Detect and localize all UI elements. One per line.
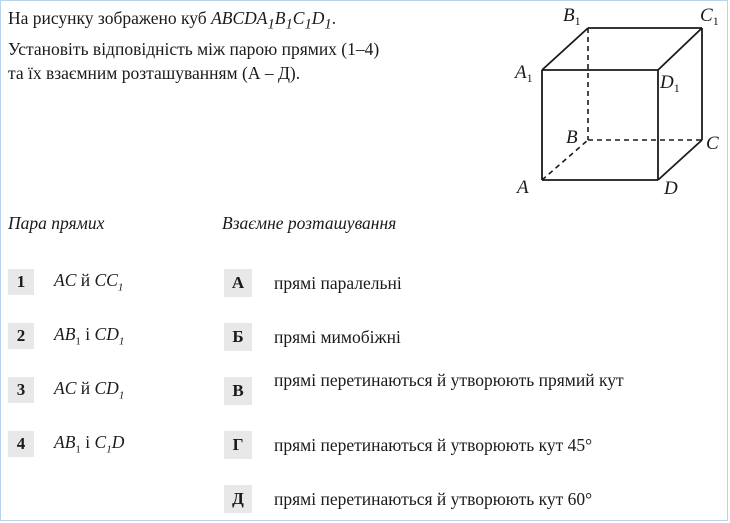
pair-text-1: AC й $CC_1$ <box>54 270 124 294</box>
pair-text-2: $AB_1$ і $CD_1$ <box>54 324 125 348</box>
relation-letter-g: Г <box>224 431 252 459</box>
label-b: B <box>566 127 578 148</box>
label-c1: $C_1$ <box>700 5 719 28</box>
edge-c1d1 <box>658 28 702 70</box>
hidden-edge-ab <box>542 140 588 180</box>
pair-text-4: $AB_1$ і $C_1D$ <box>54 432 125 456</box>
label-d: D <box>664 178 678 199</box>
cube-name: $ABCDA_1B_1C_1D_1$ <box>211 8 332 33</box>
pair-text-3: AC й $CD_1$ <box>54 378 125 402</box>
cube-diagram <box>500 0 730 200</box>
pairs-header: Пара прямих <box>8 213 105 233</box>
label-c: C <box>706 133 719 154</box>
relation-letter-d: Д <box>224 485 252 513</box>
relations-header: Взаємне розташування <box>222 213 397 233</box>
edge-a1b1 <box>542 28 588 70</box>
edge-cd <box>658 140 702 180</box>
pair-number-4: 4 <box>8 431 34 457</box>
relation-text-g: прямі перетинаються й утворюють кут 45° <box>274 435 593 455</box>
label-b1: $B_1$ <box>563 5 581 28</box>
relation-text-a: прямі паралельні <box>274 273 402 293</box>
problem-line-3: та їх взаємним розташуванням (А – Д). <box>8 62 301 83</box>
label-d1: $D_1$ <box>660 72 680 95</box>
problem-statement <box>8 6 488 85</box>
relation-text-v: прямі перетинаються й утворюють прямий кут <box>274 370 624 390</box>
relation-letter-v: В <box>224 377 252 405</box>
pair-number-3: 3 <box>8 377 34 403</box>
relation-letter-b: Б <box>224 323 252 351</box>
pair-number-1: 1 <box>8 269 34 295</box>
label-a: A <box>517 177 529 198</box>
pair-number-2: 2 <box>8 323 34 349</box>
label-a1: $A_1$ <box>515 62 533 85</box>
relation-text-b: прямі мимобіжні <box>274 327 401 347</box>
problem-line-2: Установіть відповідність між парою прямих (1–4) <box>8 38 380 59</box>
relation-letter-a: А <box>224 269 252 297</box>
relation-text-d: прямі перетинаються й утворюють кут 60° <box>274 489 593 509</box>
problem-line-1: На рисунку зображено куб $ABCDA_1B_1C_1D_1$. <box>8 8 337 33</box>
